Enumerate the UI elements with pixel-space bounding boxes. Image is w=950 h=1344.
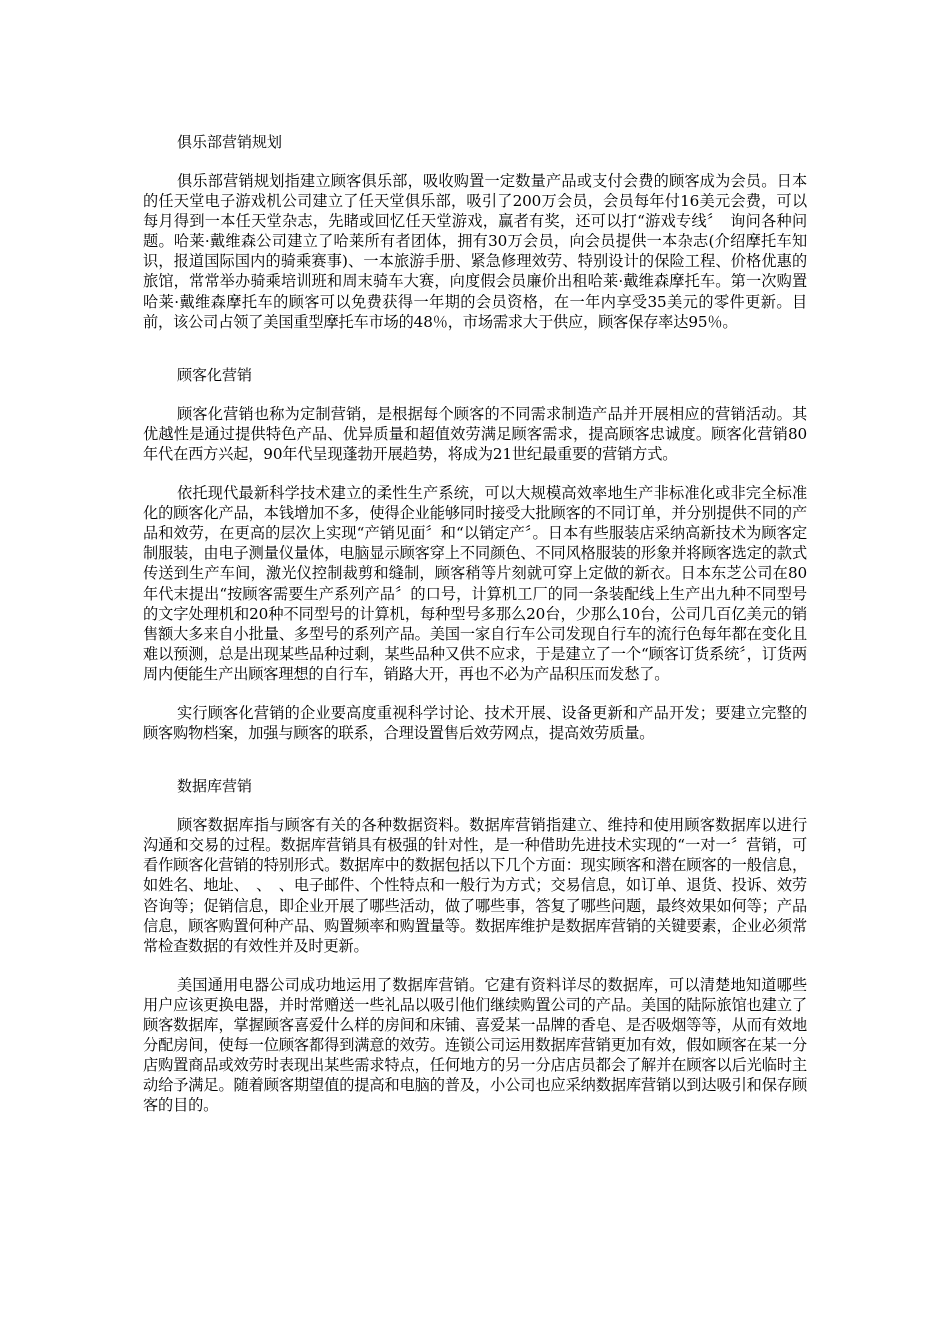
body-paragraph: 顾客数据库指与顾客有关的各种数据资料。数据库营销指建立、维持和使用顾客数据库以进行沟通和交易的过程。数据库营销具有极强的针对性，是一种借助先进技术实现的“一对一〞营销，可看作顾客化营销的特别形式。数据库中的数据包括以下几个方面：现实顾客和潜在顾客的一般信息，如姓名、地址、 、 、电子邮件、个性特点和一般行为方式；交易信息，如订单、退货、投诉、效劳咨询等；促销信息，即企业开展了哪些活动，做了哪些事，答复了哪些问题，最终效果如何等；产品信息，顾客购置何种产品、购置频率和购置量等。数据库维护是数据库营销的关键要素，企业必须常常检查数据的有效性并及时更新。 bbox=[143, 816, 807, 955]
body-paragraph: 美国通用电器公司成功地运用了数据库营销。它建有资料详尽的数据库，可以清楚地知道哪些用户应该更换电器，并时常赠送一些礼品以吸引他们继续购置公司的产品。美国的陆际旅馆也建立了顾客数据库，掌握顾客喜爱什么样的房间和床铺、喜爱某一品牌的香皂、是否吸烟等等，从而有效地分配房间，使每一位顾客都得到满意的效劳。连锁公司运用数据库营销更加有效，假如顾客在某一分店购置商品或效劳时表现出某些需求特点，任何地方的另一分店店员都会了解并在顾客以后光临时主动给予满足。随着顾客期望值的提高和电脑的普及，小公司也应采纳数据库营销以到达吸引和保存顾客的目的。 bbox=[143, 975, 807, 1115]
section-club-marketing bbox=[143, 131, 807, 332]
body-paragraph: 顾客化营销也称为定制营销，是根据每个顾客的不同需求制造产品并开展相应的营销活动。其优越性是通过提供特色产品、优异质量和超值效劳满足顾客需求，提高顾客忠诚度。顾客化营销80年代在西方兴起，90年代呈现蓬勃开展趋势，将成为21世纪最重要的营销方式。 bbox=[143, 404, 807, 463]
section-customized-marketing bbox=[143, 364, 807, 743]
section-database-marketing bbox=[143, 775, 807, 1115]
document-page bbox=[143, 131, 807, 1115]
section-heading: 数据库营销 bbox=[177, 777, 253, 796]
section-heading: 俱乐部营销规划 bbox=[177, 133, 283, 151]
body-paragraph: 依托现代最新科学技术建立的柔性生产系统，可以大规模高效率地生产非标准化或非完全标准化的顾客化产品，本钱增加不多，使得企业能够同时接受大批顾客的不同订单，并分别提供不同的产品和效劳，在更高的层次上实现“产销见面〞和“以销定产〞。日本有些服装店采纳高新技术为顾客定制服装，由电子测量仪量体，电脑显示顾客穿上不同颜色、不同风格服装的形象并将顾客选定的款式传送到生产车间，激光仪控制裁剪和缝制，顾客稍等片刻就可穿上定做的新衣。日本东芝公司在80年代末提出“按顾客需要生产系列产品〞的口号，计算机工厂的同一条装配线上生产出九种不同型号的文字处理机和20种不同型号的计算机，每种型号多那么20台，少那么10台，公司几百亿美元的销售额大多来自小批量、多型号的系列产品。美国一家自行车公司发现自行车的流行色每年都在变化且难以预测，总是出现某些品种过剩，某些品种又供不应求，于是建立了一个“顾客订货系统〞，订货两周内便能生产出顾客理想的自行车，销路大开，再也不必为产品积压而发愁了。 bbox=[143, 484, 807, 683]
body-paragraph: 俱乐部营销规划指建立顾客俱乐部，吸收购置一定数量产品或支付会费的顾客成为会员。日本的任天堂电子游戏机公司建立了任天堂俱乐部，吸引了200万会员，会员每年付16美元会费，可以每月得到一本任天堂杂志，先睹或回忆任天堂游戏，赢者有奖，还可以打“游戏专线〞 询问各种问题。哈莱·戴维森公司建立了哈莱所有者团体，拥有30万会员，向会员提供一本杂志(介绍摩托车知识，报道国际国内的骑乘赛事)、一本旅游手册、紧急修理效劳、特别设计的保险工程、价格优惠的旅馆，常常举办骑乘培训班和周末骑车大赛，向度假会员廉价出租哈莱·戴维森摩托车。第一次购置哈莱·戴维森摩托车的顾客可以免费获得一年期的会员资格，在一年内享受35美元的零件更新。目前，该公司占领了美国重型摩托车市场的48％，市场需求大于供应，顾客保存率达95％。 bbox=[143, 172, 807, 331]
body-paragraph: 实行顾客化营销的企业要高度重视科学讨论、技术开展、设备更新和产品开发；要建立完整的顾客购物档案，加强与顾客的联系，合理设置售后效劳网点，提高效劳质量。 bbox=[143, 703, 807, 743]
section-heading: 顾客化营销 bbox=[177, 365, 253, 384]
